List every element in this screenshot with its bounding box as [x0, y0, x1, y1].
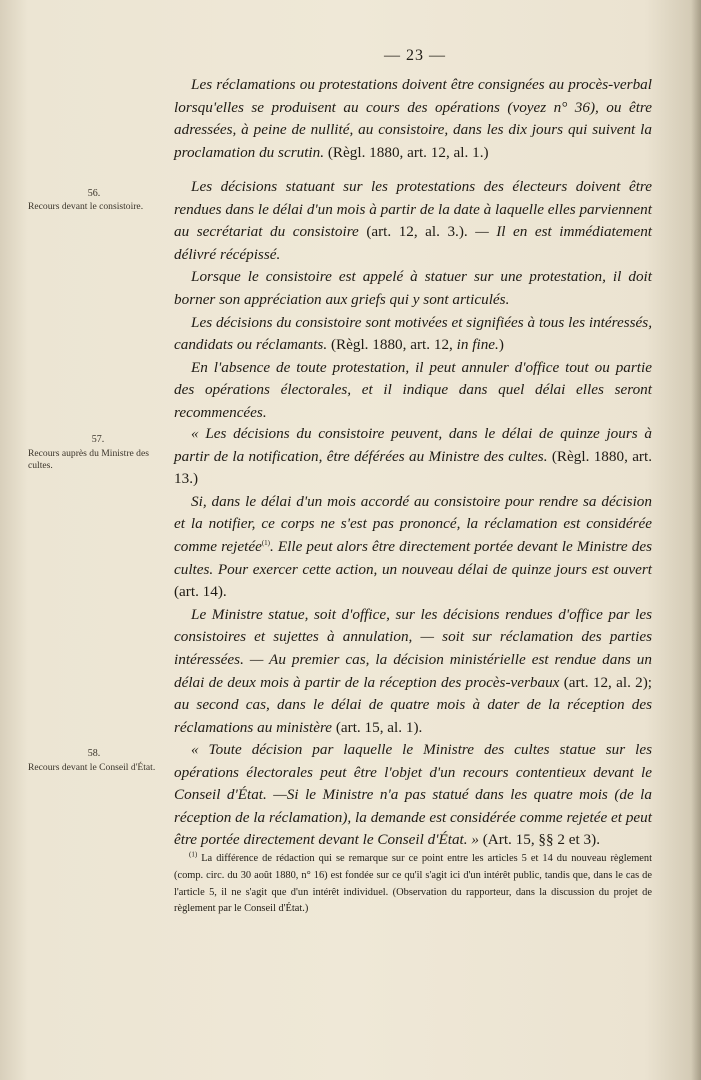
section-56-body: [174, 176, 652, 425]
s57-p3b: au second cas, dans le délai de quatre mois à dater de la réception des réclamations au ministère: [174, 696, 652, 736]
s56-p4: En l'absence de toute protestation, il peut annuler d'office tout ou partie des opérations électorales, et il indique dans quel délai elles seront recommencées.: [174, 358, 652, 421]
section-57-number: 57.: [91, 434, 105, 445]
section-58-number: 58.: [87, 748, 101, 759]
section-57-body: [174, 423, 652, 739]
s56-p2: Lorsque le consistoire est appelé à statuer sur une protestation, il doit borner son appréciation aux griefs qui y sont articulés.: [174, 268, 652, 308]
s56-p3-ref: (Règl. 1880, art. 12,: [330, 336, 453, 354]
s57-p2a: Si, dans le délai d'un mois accordé au consistoire pour rendre sa décision et la notifier, ce corps ne s'est pas prononcé, la réclamation est considérée comme rejetée: [174, 492, 652, 555]
s58-p1: « Toute décision par laquelle le Ministre des cultes statue sur les opérations électorales peut être l'objet d'un recours contentieux devant le Conseil d'État. —Si le Ministre n'a pas statué dans les quatre mois (de la réception de la réclamation), la demande est considérée comme rejetée et peut être portée directement devant le Conseil d'État. »: [174, 741, 652, 849]
footnote: [174, 851, 652, 918]
intro-paragraph: [174, 74, 652, 164]
s56-p1-ref: (art. 12, al. 3.).: [366, 223, 468, 241]
s57-p2-ref: (art. 14).: [174, 583, 227, 601]
s58-p1-ref: (Art. 15, §§ 2 et 3).: [482, 831, 601, 849]
footnote-text: La différence de rédaction qui se remarque sur ce point entre les articles 5 et 14 du nouveau règlement (comp. circ. du 30 août 1880, n° 16) est fondée sur ce qu'il s'agit ici d'un intérêt public, tandis que, dans le cas de l'article 5, il ne s'agit que d'un intérêt individuel. (Observation du rapporteur, dans la discussion du projet de règlement par le Conseil d'État.): [174, 853, 652, 915]
s57-p2b: . Elle peut alors être directement portée devant le Ministre des cultes. Pour exercer cette action, un nouveau délai de quinze jours est ouvert: [174, 537, 652, 578]
s56-p1: Les décisions statuant sur les protestations des électeurs doivent être rendues dans le délai d'un mois à partir de la date à laquelle elles parviennent au secrétariat du consistoire: [174, 178, 652, 241]
s57-p1: « Les décisions du consistoire peuvent, dans le délai de quinze jours à partir de la notification, être déférées au Ministre des cultes.: [174, 425, 652, 465]
s56-p3-ref-close: ): [498, 336, 504, 354]
s56-p3-ref-italic: in fine.: [456, 336, 499, 354]
footnote-marker: (1): [189, 850, 198, 859]
section-56-number: 56.: [87, 188, 101, 199]
section-58-body: [174, 739, 652, 852]
s56-p1-tail: — Il en est immédiatement délivré récépissé.: [174, 223, 653, 263]
intro-text: Les réclamations ou protestations doivent être consignées au procès-verbal lorsqu'elles se produisent au cours des opérations (voyez n° 36), ou être adressées, à peine de nullité, au consistoire, dans les dix jours qui suivent la proclamation du scrutin.: [174, 76, 652, 161]
intro-reference: (Règl. 1880, art. 12, al. 1.): [327, 143, 489, 161]
s57-p1-ref: (Règl. 1880, art. 13.): [174, 447, 653, 488]
section-56-title: Recours devant le consistoire.: [28, 201, 144, 212]
section-58-title: Recours devant le Conseil d'État.: [28, 762, 156, 773]
s56-p3: Les décisions du consistoire sont motivées et signifiées à tous les intéressés, candidats ou réclamants.: [174, 313, 652, 354]
page-edge-shadow: [691, 0, 701, 1080]
section-57-title: Recours auprès du Ministre des cultes.: [28, 448, 149, 471]
page-number: — 23 —: [384, 47, 446, 64]
footnote-reference: (1): [261, 538, 271, 547]
s57-p3-ref2: (art. 15, al. 1).: [335, 718, 423, 736]
s57-p3a: Le Ministre statue, soit d'office, sur les décisions rendues d'office par les consistoires et sujettes à annulation, — soit sur réclamation des parties intéressées. — Au premier cas, la décision ministérielle est rendue dans un délai de deux mois à partir de la réception des procès-verbaux: [174, 605, 652, 691]
s57-p3-ref1: (art. 12, al. 2);: [563, 673, 653, 691]
